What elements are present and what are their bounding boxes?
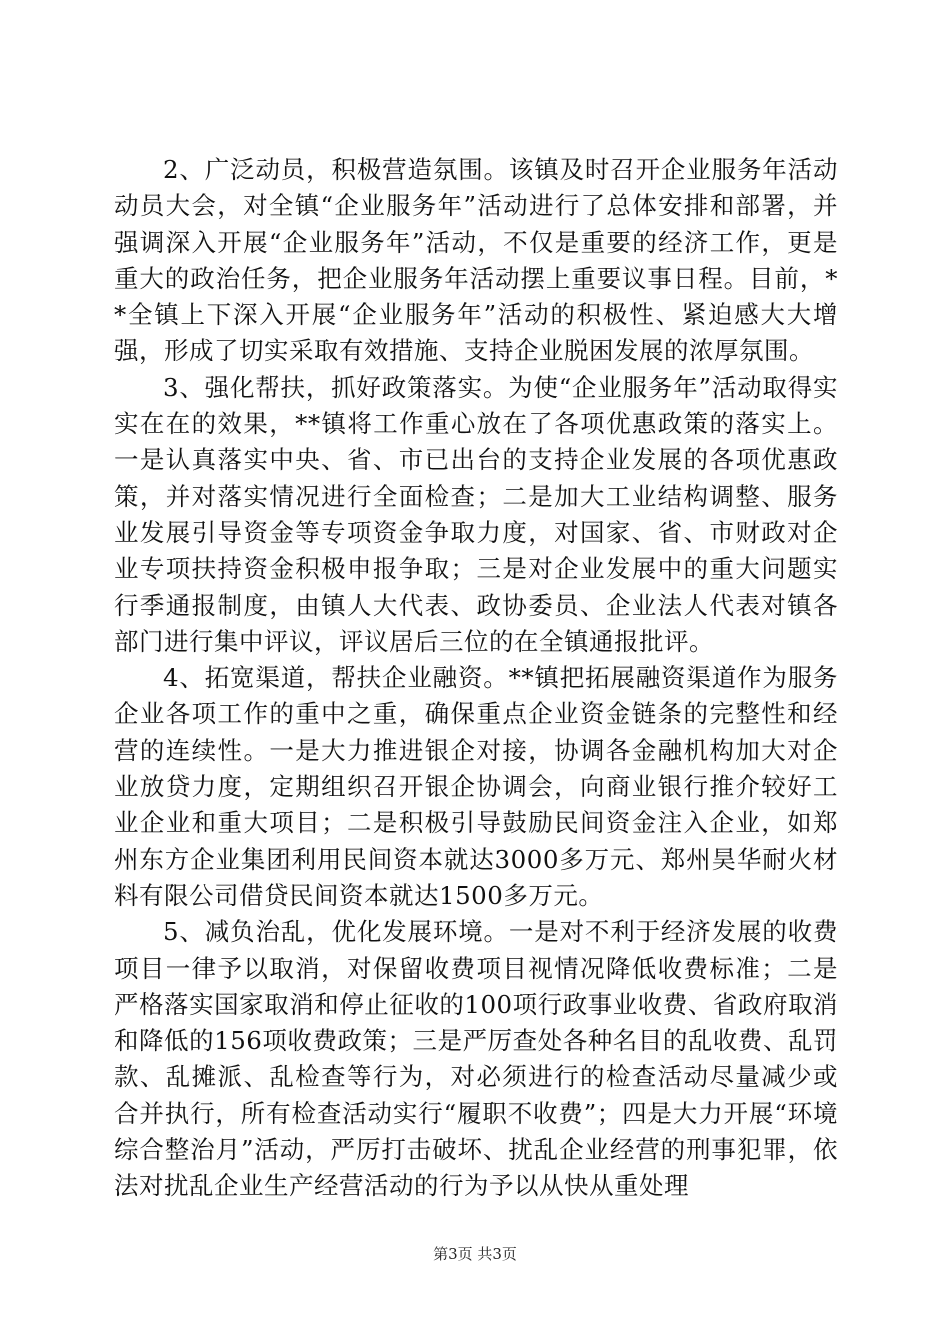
paragraph-burden-reduction: 5、减负治乱，优化发展环境。一是对不利于经济发展的收费项目一律予以取消，对保留收费项目视情况降低收费标准；二是严格落实国家取消和停止征收的100项行政事业收费、省政府取消和降低的156项收费政策；三是严厉查处各种名目的乱收费、乱罚款、乱摊派、乱检查等行为，对必须进行的检查活动尽量减少或合并执行，所有检查活动实行“履职不收费”；四是大力开展“环境综合整治月”活动，严厉打击破坏、扰乱企业经营的刑事犯罪，依法对扰乱企业生产经营活动的行为予以从快从重处理 xyxy=(114,917,838,1201)
document-body xyxy=(114,152,838,1205)
paragraph-financing: 4、拓宽渠道，帮扶企业融资。**镇把拓展融资渠道作为服务企业各项工作的重中之重，确保重点企业资金链条的完整性和经营的连续性。一是大力推进银企对接，协调各金融机构加大对企业放贷力度，定期组织召开银企协调会，向商业银行推介较好工业企业和重大项目；二是积极引导鼓励民间资金注入企业，如郑州东方企业集团利用民间资本就达3000多万元、郑州昊华耐火材料有限公司借贷民间资本就达1500多万元。 xyxy=(114,663,838,910)
paragraph-policy-support: 3、强化帮扶，抓好政策落实。为使“企业服务年”活动取得实实在在的效果，**镇将工作重心放在了各项优惠政策的落实上。一是认真落实中央、省、市已出台的支持企业发展的各项优惠政策，并对落实情况进行全面检查；二是加大工业结构调整、服务业发展引导资金等专项资金争取力度，对国家、省、市财政对企业专项扶持资金积极申报争取；三是对企业发展中的重大问题实行季通报制度，由镇人大代表、政协委员、企业法人代表对镇各部门进行集中评议，评议居后三位的在全镇通报批评。 xyxy=(114,372,838,656)
page-number: 第3页 共3页 xyxy=(433,1245,517,1263)
paragraph-mobilization: 2、广泛动员，积极营造氛围。该镇及时召开企业服务年活动动员大会，对全镇“企业服务年”活动进行了总体安排和部署，并强调深入开展“企业服务年”活动，不仅是重要的经济工作，更是重大的政治任务，把企业服务年活动摆上重要议事日程。目前，**全镇上下深入开展“企业服务年”活动的积极性、紧迫感大大增强，形成了切实采取有效措施、支持企业脱困发展的浓厚氛围。 xyxy=(114,155,838,366)
